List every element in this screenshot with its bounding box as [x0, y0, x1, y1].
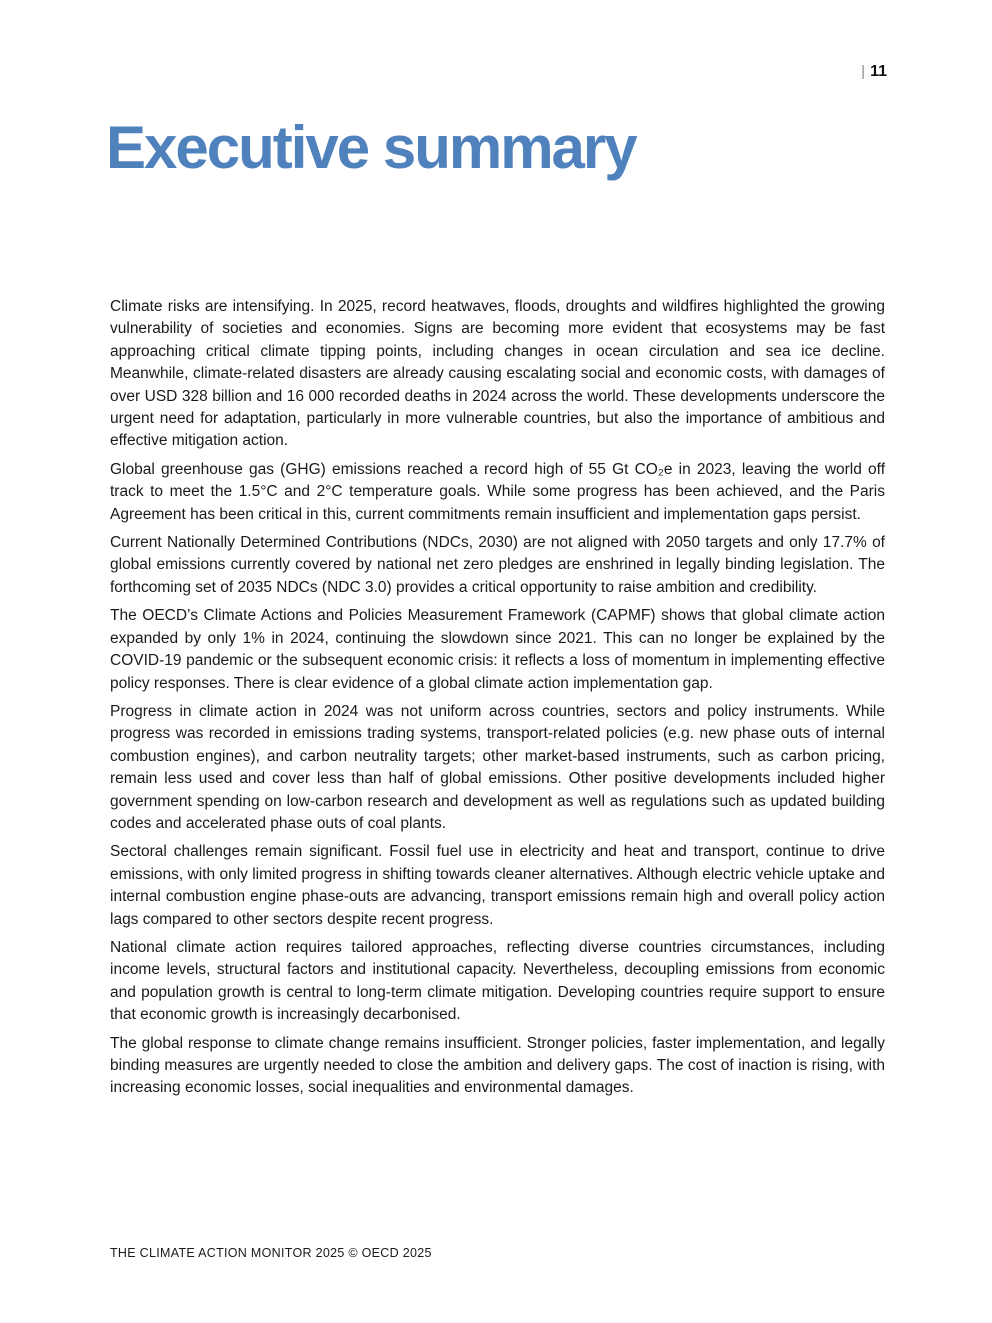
- page-number: 11: [870, 63, 887, 80]
- page-number-separator: |: [861, 63, 866, 80]
- paragraph-national-action: National climate action requires tailored approaches, reflecting diverse countries circumstances, including income levels, structural factors and institutional capacity. Nevertheless, decoupling emissions from economic and population growth is central to long-term climate mitigation. Developing countries require support to ensure that economic growth is increasingly decarbonised.: [110, 938, 885, 1024]
- paragraph-ghg-emissions: Global greenhouse gas (GHG) emissions reached a record high of 55 Gt CO₂e in 2023, leaving the world off track to meet the 1.5°C and 2°C temperature goals. While some progress has been achieved, and the Paris Agreement has been critical in this, current commitments remain insufficient and implementation gaps persist.: [110, 460, 885, 523]
- paragraph-capmf: The OECD’s Climate Actions and Policies Measurement Framework (CAPMF) shows that global climate action expanded by only 1% in 2024, continuing the slowdown since 2021. This can no longer be explained by the COVID-19 pandemic or the subsequent economic crisis: it reflects a loss of momentum in implementing effective policy responses. There is clear evidence of a global climate action implementation gap.: [110, 607, 885, 692]
- paragraph-progress-2024: Progress in climate action in 2024 was not uniform across countries, sectors and policy instruments. While progress was recorded in emissions trading systems, transport-related policies (e.g. new phase outs of internal combustion engines), and carbon neutrality targets; other market-based instruments, such as carbon pricing, remain less used and cover less than half of global emissions. Other positive developments included higher government spending on low-carbon research and development as well as regulations such as updated building codes and accelerated phase outs of coal plants.: [110, 702, 885, 832]
- paragraph-climate-risks: Climate risks are intensifying. In 2025, record heatwaves, floods, droughts and wildfires highlighted the growing vulnerability of societies and economies. Signs are becoming more evident that ecosystems may be fast approaching critical climate tipping points, including changes in ocean circulation and sea ice decline. Meanwhile, climate-related disasters are already causing escalating social and economic costs, with damages of over USD 328 billion and 16 000 recorded deaths in 2024 across the world. These developments underscore the urgent need for adaptation, particularly in more vulnerable countries, but also the importance of ambitious and effective mitigation action.: [110, 298, 885, 450]
- paragraph-ndcs: Current Nationally Determined Contributions (NDCs, 2030) are not aligned with 2050 targets and only 17.7% of global emissions currently covered by national net zero pledges are enshrined in legally binding legislation. The forthcoming set of 2035 NDCs (NDC 3.0) provides a critical opportunity to raise ambition and credibility.: [110, 534, 885, 596]
- paragraph-sectoral-challenges: Sectoral challenges remain significant. Fossil fuel use in electricity and heat and transport, continue to drive emissions, with only limited progress in shifting towards cleaner alternatives. Although electric vehicle uptake and internal combustion engine phase-outs are advancing, transport emissions remain high and overall policy action lags compared to other sectors despite recent progress.: [110, 843, 885, 928]
- page-header: [861, 63, 887, 81]
- footer-text: THE CLIMATE ACTION MONITOR 2025 © OECD 2025: [110, 1246, 432, 1260]
- page-title: Executive summary: [106, 114, 636, 181]
- body-text: [110, 296, 885, 1106]
- paragraph-global-response: The global response to climate change remains insufficient. Stronger policies, faster implementation, and legally binding measures are urgently needed to close the ambition and delivery gaps. The cost of inaction is rising, with increasing economic losses, social inequalities and environmental damages.: [110, 1034, 885, 1097]
